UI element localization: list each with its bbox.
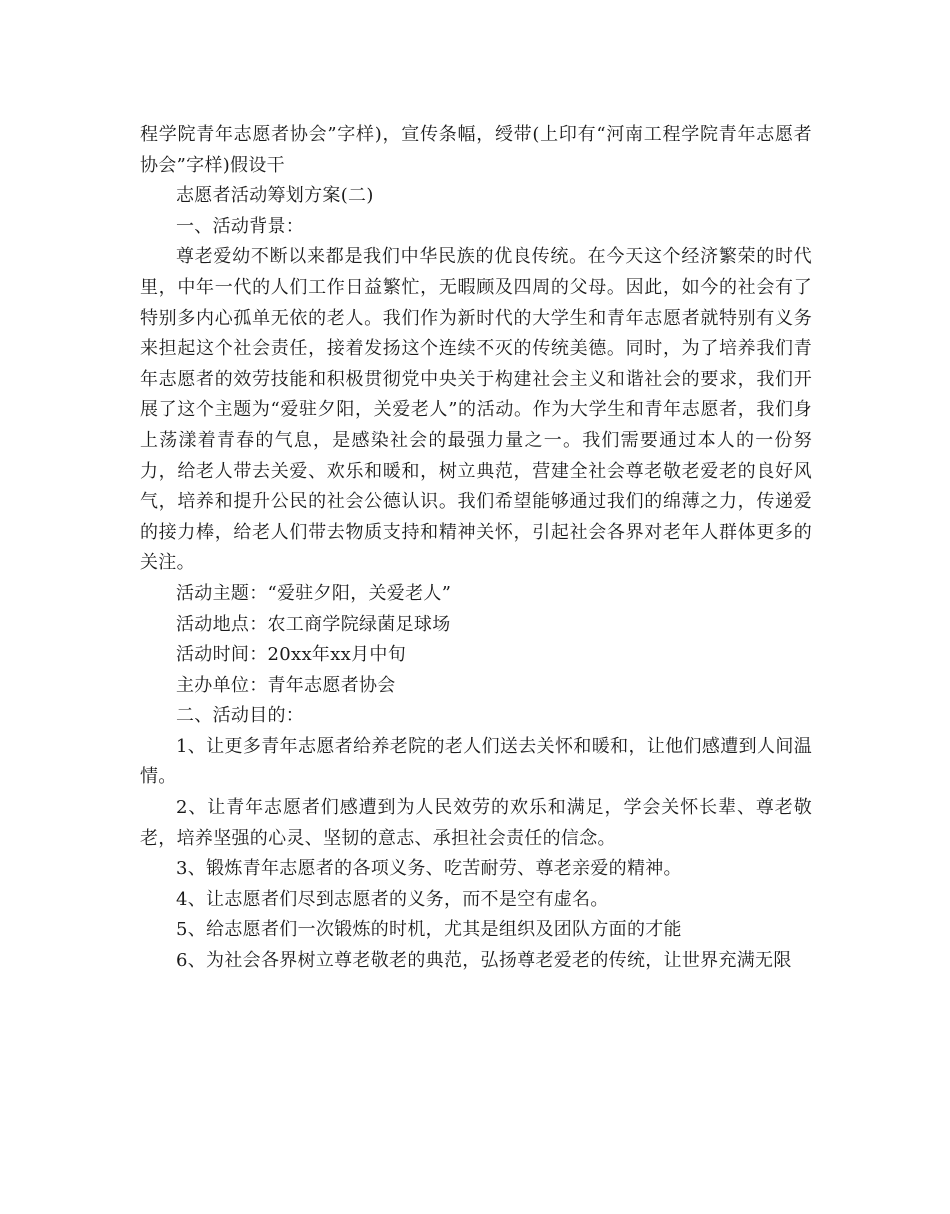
purpose-item-3: 3、锻炼青年志愿者的各项义务、吃苦耐劳、尊老亲爱的精神。 [176, 858, 682, 880]
paragraph-continuation: 程学院青年志愿者协会”字样)，宣传条幅，绶带(上印有“河南工程学院青年志愿者协会”字样)假设干 [140, 124, 812, 176]
section-title-plan-two: 志愿者活动筹划方案(二) [176, 185, 374, 207]
activity-theme: 活动主题：“爱驻夕阳，关爱老人” [176, 582, 452, 604]
purpose-item-6: 6、为社会各界树立尊老敬老的典范，弘扬尊老爱老的传统，让世界充满无限 [176, 950, 792, 972]
paragraph-background: 尊老爱幼不断以来都是我们中华民族的优良传统。在今天这个经济繁荣的时代里，中年一代的人们工作日益繁忙，无暇顾及四周的父母。因此，如今的社会有了特别多内心孤单无依的老人。我们作为新时代的大学生和青年志愿者就特别有义务来担起这个社会责任，接着发扬这个连续不灭的传统美德。同时，为了培养我们青年志愿者的效劳技能和积极贯彻党中央关于构建社会主义和谐社会的要求，我们开展了这个主题为“爱驻夕阳，关爱老人”的活动。作为大学生和青年志愿者，我们身上荡漾着青春的气息，是感染社会的最强力量之一。我们需要通过本人的一份努力，给老人带去关爱、欢乐和暖和，树立典范，营建全社会尊老敬老爱老的良好风气，培养和提升公民的社会公德认识。我们希望能够通过我们的绵薄之力，传递爱的接力棒，给老人们带去物质支持和精神关怀，引起社会各界对老年人群体更多的关注。 [140, 246, 812, 574]
activity-time: 活动时间：20xx年xx月中旬 [176, 644, 407, 666]
activity-location: 活动地点：农工商学院绿菌足球场 [176, 613, 451, 635]
heading-purpose: 二、活动目的： [176, 705, 305, 727]
heading-background: 一、活动背景： [176, 215, 305, 237]
purpose-item-5: 5、给志愿者们一次锻炼的时机，尤其是组织及团队方面的才能 [176, 919, 682, 941]
activity-organizer: 主办单位：青年志愿者协会 [176, 674, 396, 696]
purpose-item-4: 4、让志愿者们尽到志愿者的义务，而不是空有虚名。 [176, 888, 609, 910]
purpose-item-1: 1、让更多青年志愿者给养老院的老人们送去关怀和暖和，让他们感遭到人间温情。 [140, 735, 812, 788]
purpose-item-2: 2、让青年志愿者们感遭到为人民效劳的欢乐和满足，学会关怀长辈、尊老敬老，培养坚强的心灵、坚韧的意志、承担社会责任的信念。 [140, 797, 812, 849]
document-body [140, 120, 812, 977]
